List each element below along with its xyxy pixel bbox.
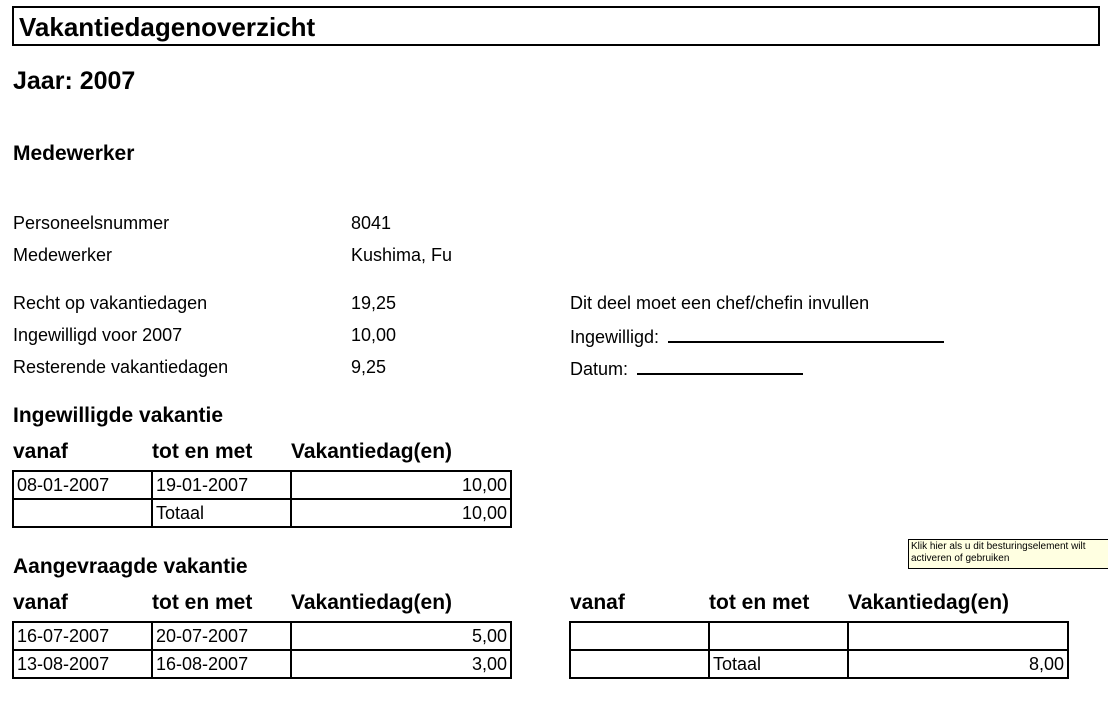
requested-from-cell[interactable]: 13-08-2007 [13, 650, 152, 678]
table-row [570, 650, 1068, 678]
requested-right-col-to: tot en met [709, 591, 810, 614]
approved-signature-label: Ingewilligd: [570, 327, 660, 347]
approved-col-from: vanaf [13, 440, 68, 463]
approved-total-value: 10,00 [291, 499, 511, 527]
requested-total-label: Totaal [709, 650, 848, 678]
requested-total-value: 8,00 [848, 650, 1068, 678]
manager-note: Dit deel moet een chef/chefin invullen [570, 293, 870, 313]
table-row [13, 499, 511, 527]
approved-total-empty-cell[interactable] [13, 499, 152, 527]
title-box [12, 6, 1100, 46]
approved-total-label: Totaal [152, 499, 291, 527]
approved-signature-line[interactable] [668, 325, 944, 343]
requested-days-cell[interactable]: 5,00 [291, 622, 511, 650]
table-row [13, 622, 511, 650]
approved-year-label: Ingewilligd voor 2007 [13, 325, 183, 345]
personnel-number-label: Personeelsnummer [13, 213, 170, 233]
date-line[interactable] [637, 357, 803, 375]
approved-from-cell[interactable]: 08-01-2007 [13, 471, 152, 499]
requested-right-table [569, 621, 1069, 679]
employee-label: Medewerker [13, 245, 113, 265]
page-title: Vakantiedagenoverzicht [19, 12, 316, 42]
employee-heading: Medewerker [13, 142, 135, 165]
requested-from-cell[interactable]: 16-07-2007 [13, 622, 152, 650]
requested-heading: Aangevraagde vakantie [13, 555, 248, 578]
approved-col-days: Vakantiedag(en) [291, 440, 453, 463]
requested-right-to-cell[interactable] [709, 622, 848, 650]
approved-days-cell[interactable]: 10,00 [291, 471, 511, 499]
requested-col-to: tot en met [152, 591, 253, 614]
requested-right-col-days: Vakantiedag(en) [848, 591, 1010, 614]
requested-to-cell[interactable]: 16-08-2007 [152, 650, 291, 678]
entitlement-value: 19,25 [351, 293, 397, 313]
requested-col-from: vanaf [13, 591, 68, 614]
table-row [13, 650, 511, 678]
requested-table [12, 621, 512, 679]
date-label: Datum: [570, 359, 629, 379]
table-row [570, 622, 1068, 650]
requested-right-from-cell[interactable] [570, 650, 709, 678]
control-tooltip: Klik hier als u dit besturingselement wilt activeren of gebruiken [908, 539, 1108, 569]
remaining-value: 9,25 [351, 357, 387, 377]
requested-to-cell[interactable]: 20-07-2007 [152, 622, 291, 650]
approved-year-value: 10,00 [351, 325, 397, 345]
approved-signature-row [570, 325, 944, 348]
requested-right-from-cell[interactable] [570, 622, 709, 650]
approved-table [12, 470, 512, 528]
requested-days-cell[interactable]: 3,00 [291, 650, 511, 678]
table-row [13, 471, 511, 499]
approved-col-to: tot en met [152, 440, 253, 463]
requested-right-days-cell[interactable] [848, 622, 1068, 650]
requested-col-days: Vakantiedag(en) [291, 591, 453, 614]
requested-right-col-from: vanaf [570, 591, 625, 614]
approved-heading: Ingewilligde vakantie [13, 404, 224, 427]
approved-to-cell[interactable]: 19-01-2007 [152, 471, 291, 499]
personnel-number-value: 8041 [351, 213, 392, 233]
remaining-label: Resterende vakantiedagen [13, 357, 229, 377]
date-row [570, 357, 803, 380]
year-label: Jaar: 2007 [13, 67, 136, 95]
employee-value: Kushima, Fu [351, 245, 453, 265]
entitlement-label: Recht op vakantiedagen [13, 293, 208, 313]
